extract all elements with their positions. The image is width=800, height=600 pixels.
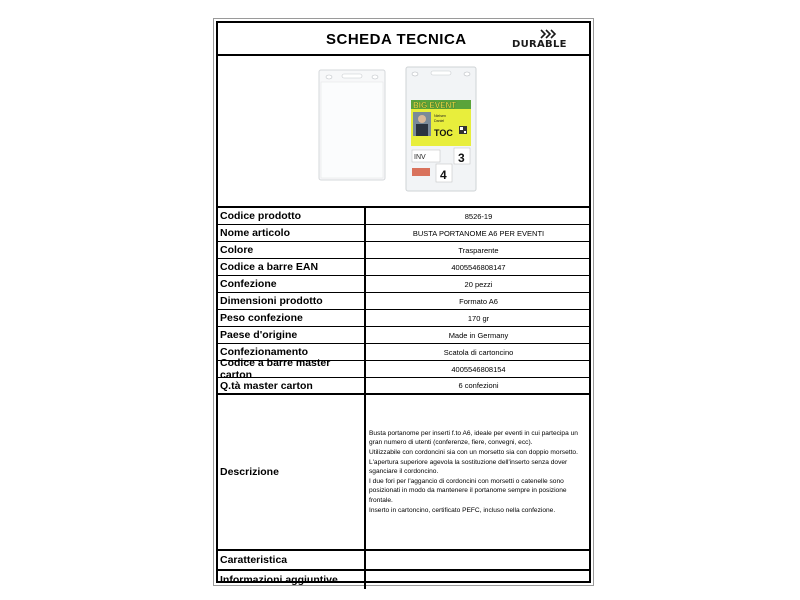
- brand-logo: [512, 33, 586, 51]
- description-line: sganciare il cordoncino.: [369, 468, 439, 476]
- spec-label: Nome articolo: [218, 225, 366, 241]
- spec-label: Peso confezione: [218, 310, 366, 326]
- spec-label: Caratteristica: [218, 551, 366, 569]
- spec-row-caratteristica: [218, 551, 589, 571]
- description-line: I due fori per l'aggancio di cordoncini con morsetti o catenelle sono: [369, 477, 564, 485]
- spec-row-colore: [218, 242, 589, 259]
- spec-label: Codice a barre EAN: [218, 259, 366, 275]
- spec-value: Trasparente: [458, 245, 499, 255]
- description-line: frontale.: [369, 496, 393, 504]
- description-line: Busta portanome per inserti f.to A6, ideale per eventi in cui partecipa un: [369, 429, 578, 437]
- brand-name: DURABLE: [512, 39, 567, 50]
- spec-value: Made in Germany: [448, 330, 509, 340]
- spec-label: Codice prodotto: [218, 208, 366, 224]
- brand-chevron-icon: [539, 29, 559, 39]
- spec-row-ean: [218, 259, 589, 276]
- spec-row-informazioni: [218, 571, 589, 589]
- description-line: Utilizzabile con cordoncini sia con un morsetto sia con doppio morsetto.: [369, 449, 578, 457]
- spec-row-paese: [218, 327, 589, 344]
- spec-row-nome-articolo: [218, 225, 589, 242]
- description-line: Inserto in cartoncino, certificato PEFC, incluso nella confezione.: [369, 506, 556, 514]
- description-line: gran numero di utenti (conferenze, fiere, convegni, ecc).: [369, 439, 533, 447]
- badge-inv-label: INV: [414, 154, 426, 161]
- description-line: L'apertura superiore agevola la sostituzione dell'inserto senza dover: [369, 458, 568, 466]
- spec-label: Dimensioni prodotto: [218, 293, 366, 309]
- spec-row-confezione: [218, 276, 589, 293]
- page-title: SCHEDA TECNICA: [326, 31, 467, 48]
- spec-value: [368, 551, 589, 569]
- spec-label: Descrizione: [218, 395, 366, 549]
- badge-number-3: 3: [458, 151, 465, 165]
- badge-number-4: 4: [440, 168, 447, 182]
- spec-value: 20 pezzi: [464, 279, 493, 289]
- description-line: posizionati in modo da mantenere il portanome sempre in posizione: [369, 487, 567, 495]
- spec-value: 8526-19: [464, 211, 493, 221]
- spec-value: 4005546808154: [451, 364, 506, 374]
- spec-value: BUSTA PORTANOME A6 PER EVENTI: [412, 228, 545, 238]
- spec-row-master-carton-ean: [218, 357, 589, 381]
- empty-badge-holder: [319, 70, 385, 180]
- badge-name-line1: Nielsen: [434, 114, 446, 118]
- spec-value: [368, 571, 589, 589]
- spec-value: 4005546808147: [451, 262, 506, 272]
- spec-label: Confezione: [218, 276, 366, 292]
- product-image: [218, 58, 589, 206]
- spec-table: [218, 208, 589, 589]
- spec-label: Colore: [218, 242, 366, 258]
- sheet-header: [218, 23, 589, 56]
- badge-code: TOC: [434, 128, 453, 138]
- spec-row-peso: [218, 310, 589, 327]
- spec-row-descrizione: [218, 395, 589, 551]
- spec-value: Formato A6: [459, 296, 498, 306]
- spec-value: 170 gr: [467, 313, 490, 323]
- spec-value: 6 confezioni: [458, 381, 499, 390]
- product-image-area: [218, 58, 589, 208]
- spec-row-dimensioni: [218, 293, 589, 310]
- datasheet: [216, 21, 591, 586]
- spec-row-master-carton-qty: [218, 378, 589, 395]
- spec-label: Codice a barre master carton: [218, 361, 366, 377]
- spec-row-codice-prodotto: [218, 208, 589, 225]
- spec-label: Q.tà master carton: [218, 378, 366, 393]
- badge-name-line2: Daniel: [434, 119, 445, 123]
- badge-event-text: BIG EVENT: [413, 101, 457, 110]
- spec-label: Confezionamento: [218, 344, 366, 360]
- spec-label: Informazioni aggiuntive: [218, 571, 366, 589]
- spec-label: Paese d'origine: [218, 327, 366, 343]
- description-text: [368, 395, 589, 549]
- spec-value: Scatola di cartoncino: [443, 347, 514, 357]
- filled-badge-holder: [406, 67, 476, 191]
